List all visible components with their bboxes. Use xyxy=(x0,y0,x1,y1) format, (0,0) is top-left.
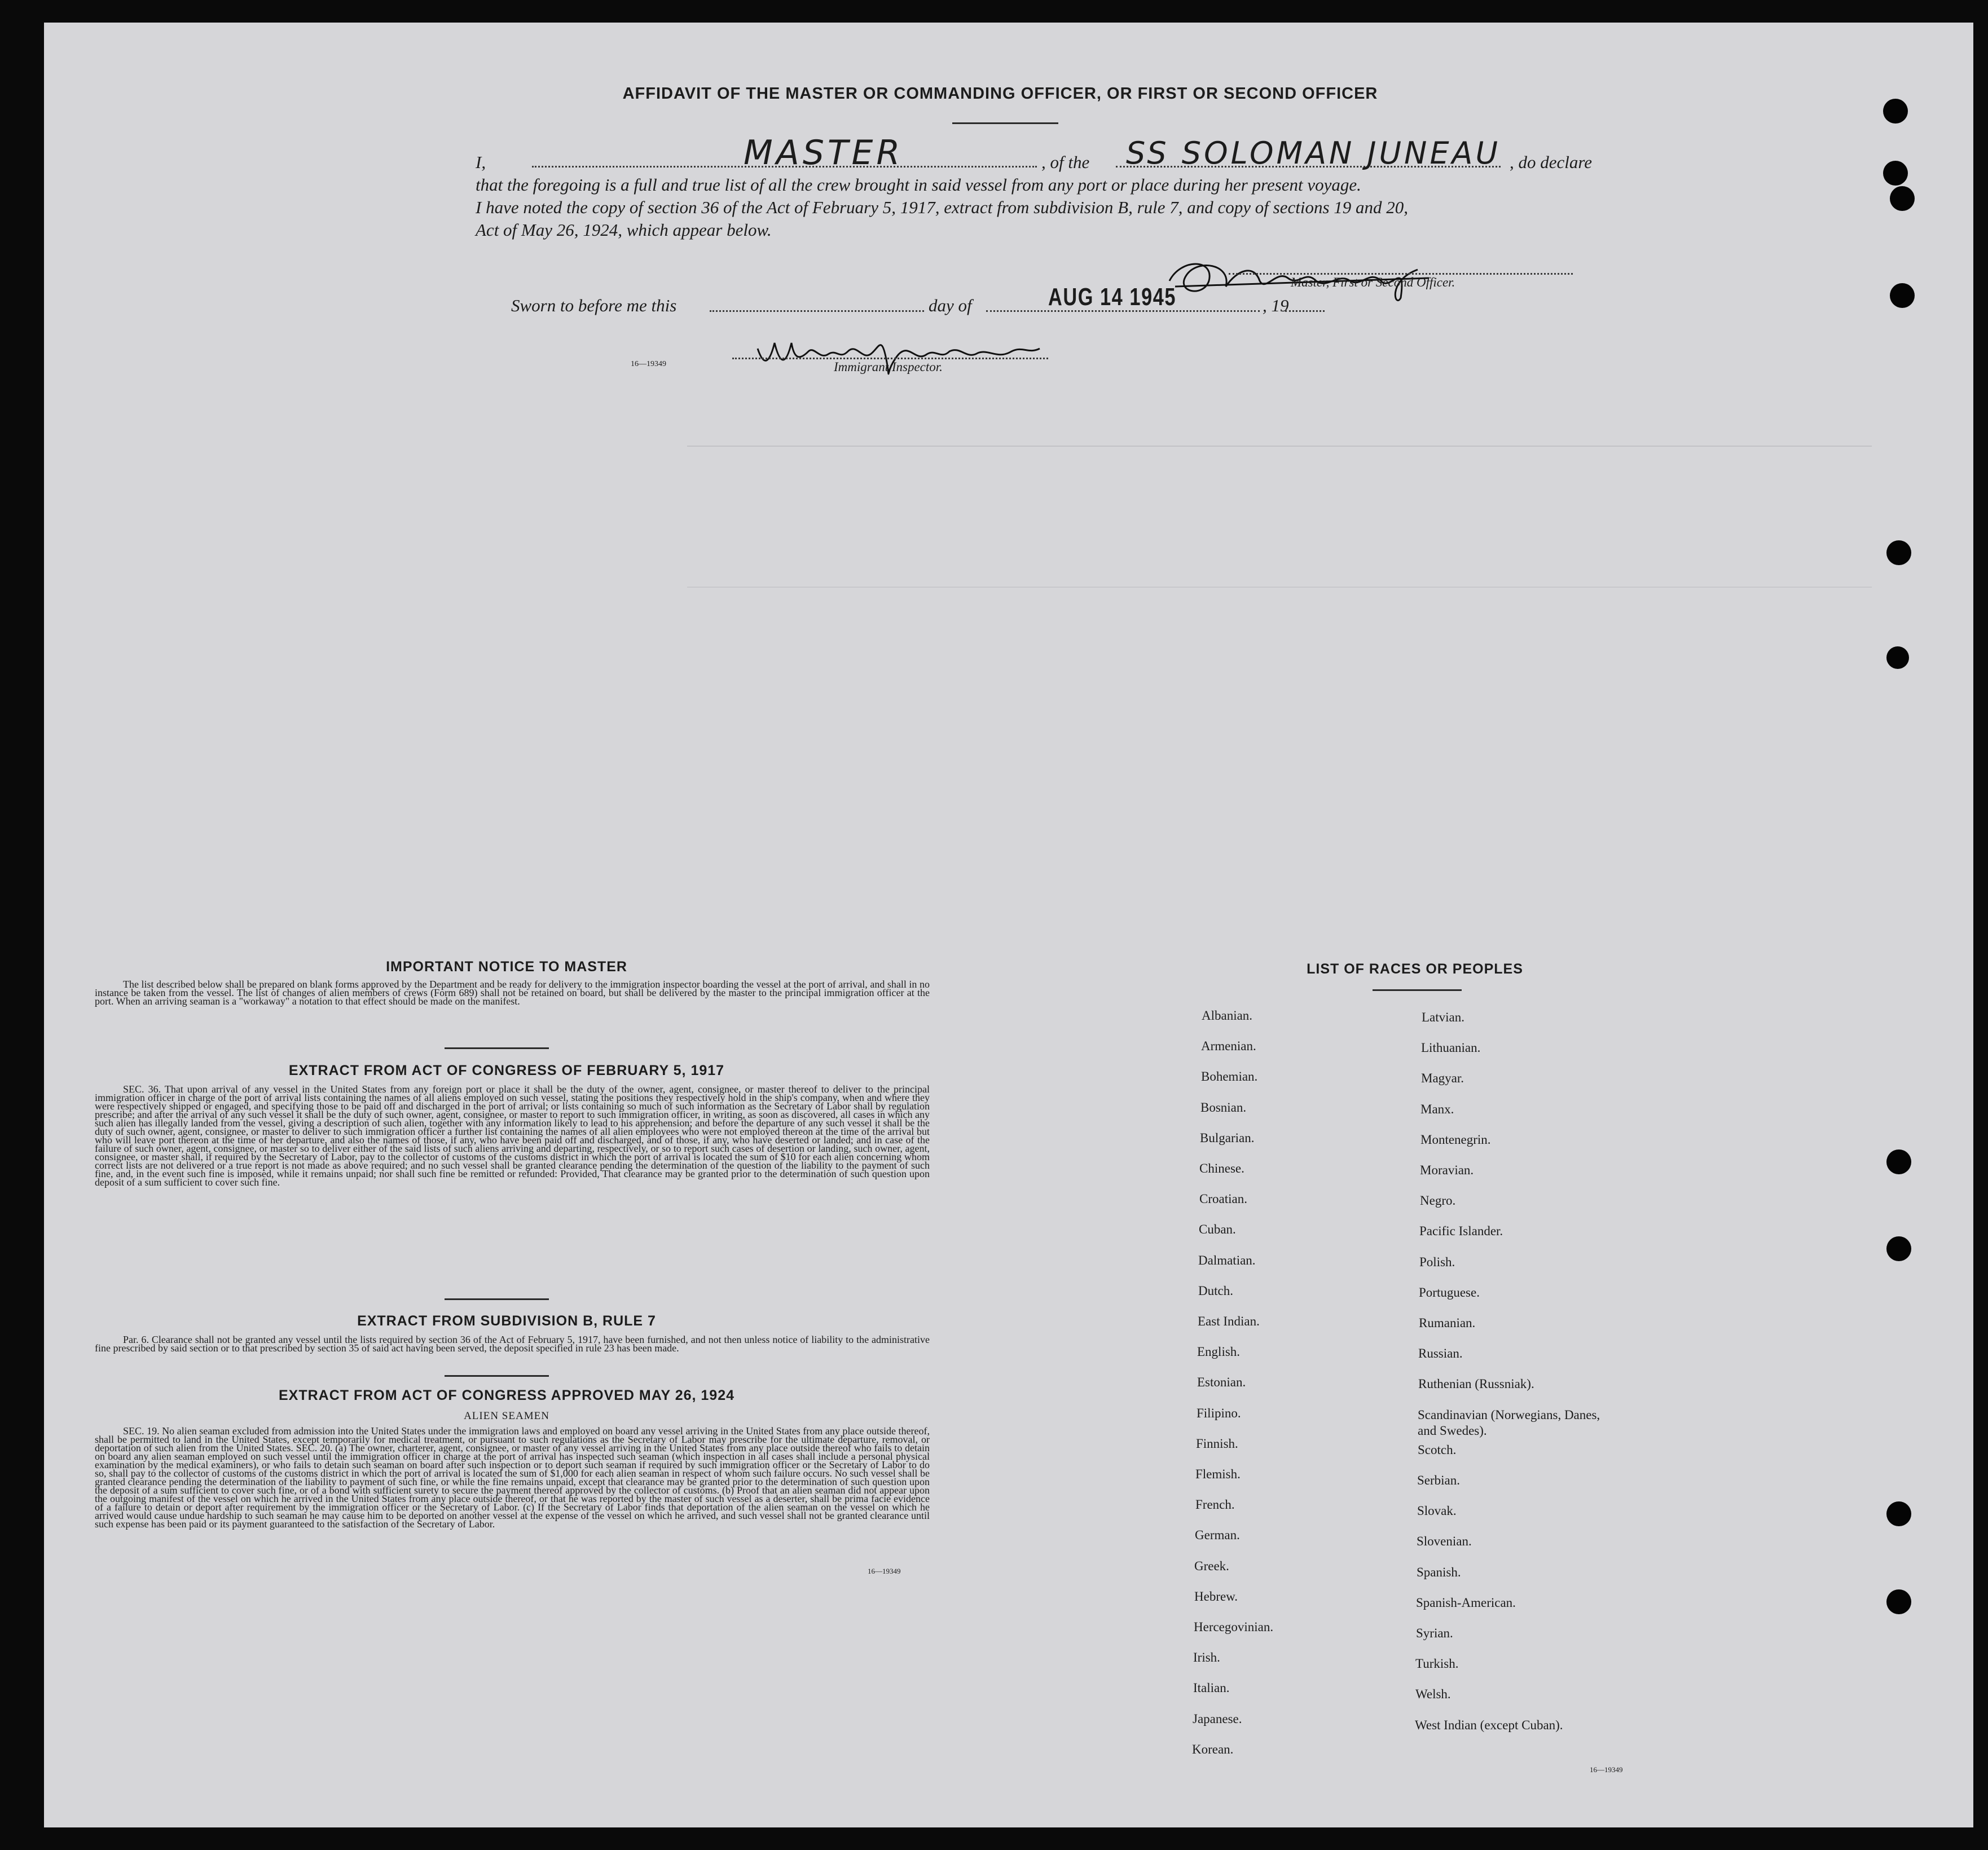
race-item: Croatian. xyxy=(1199,1192,1247,1206)
punch-hole xyxy=(1886,1149,1911,1174)
title-divider xyxy=(952,122,1058,124)
day-of-label: day of xyxy=(929,296,972,315)
race-item: Chinese. xyxy=(1199,1161,1244,1175)
race-item: West Indian (except Cuban). xyxy=(1415,1718,1563,1732)
race-item: Polish. xyxy=(1419,1255,1455,1269)
race-item: Portuguese. xyxy=(1419,1285,1480,1300)
race-item: Dalmatian. xyxy=(1198,1253,1256,1267)
section-divider xyxy=(445,1047,549,1049)
punch-hole xyxy=(1890,283,1915,308)
race-item: Negro. xyxy=(1420,1193,1456,1208)
punch-hole xyxy=(1886,1501,1911,1526)
vessel-handwritten: SS SOLOMAN JUNEAU xyxy=(1126,135,1501,171)
race-item: Finnish. xyxy=(1196,1437,1238,1451)
form-number-top: 16—19349 xyxy=(631,360,666,368)
punch-hole xyxy=(1886,646,1909,669)
punch-hole xyxy=(1883,161,1908,186)
notice-title: IMPORTANT NOTICE TO MASTER xyxy=(386,959,627,975)
declaration-line-4: Act of May 26, 1924, which appear below. xyxy=(476,220,772,240)
race-item: Scandinavian (Norwegians, Danes, and Swedes). xyxy=(1418,1408,1600,1438)
faint-rule xyxy=(687,587,1872,588)
inspector-line xyxy=(732,356,1048,359)
race-item: Ruthenian (Russniak). xyxy=(1418,1377,1534,1391)
punch-hole xyxy=(1886,1236,1911,1261)
race-item: Rumanian. xyxy=(1419,1316,1476,1330)
race-item: Flemish. xyxy=(1195,1467,1241,1481)
race-item: Slovenian. xyxy=(1417,1534,1472,1548)
punch-hole xyxy=(1890,186,1915,211)
race-item: Slovak. xyxy=(1417,1504,1457,1518)
race-item: Bohemian. xyxy=(1201,1069,1258,1083)
signature-line xyxy=(1229,272,1573,275)
notice-text: The list described below shall be prepared on blank forms approved by the Department and be ready for delivery to the immigration inspector boarding the vessel at the port of arrival, and shall in no instance be taken from the vessel. The list of changes of alien members of crews (Form 689) shall not be retained on board, but shall be delivered by the master to the principal immigration officer at the port. When an arriving seaman is a "workaway" a notation to that effect should be made on the manifest. xyxy=(95,979,930,1007)
race-item: Cuban. xyxy=(1199,1222,1236,1236)
punch-hole xyxy=(1886,1589,1911,1614)
race-item: Montenegrin. xyxy=(1420,1133,1491,1147)
race-item: Serbian. xyxy=(1417,1473,1461,1487)
race-item: Lithuanian. xyxy=(1421,1041,1481,1055)
master-handwritten: MASTER xyxy=(744,133,904,173)
punch-hole xyxy=(1883,99,1908,124)
sworn-blank-line xyxy=(710,309,924,312)
races-divider xyxy=(1373,989,1462,991)
declaration-prefix: I, xyxy=(476,152,486,172)
extract-1917-text: SEC. 36. That upon arrival of any vessel in the United States from any foreign port or place it shall be the duty of the owner, agent, consignee, or master thereof to deliver to the principal immigration officer in charge of the port of arrival lists containing the names of all aliens employed on such vessel, stating the positions they respectively hold in the ship's company, when and where they were respectively shipped or engaged, and specifying those to be paid off and discharged in the port of arrival; or lists containing so much of such information as the Secretary of Labor shall by regulation prescribe; and after the arrival of any such vessel it shall be the duty of such owner, agent, consignee, or master to report to such immigration officer, in writing, as soon as discovered, all cases in which any such alien has illegally landed from the vessel, giving a description of such alien, together with any information likely to lead to his apprehension; and before the departure of any such vessel it shall be the duty of such owner, agent, consignee, or master to deliver to such immigration officer a further list containing the names of all alien employees who were not employed thereon at the time of the arrival but who will leave port thereon at the time of her departure, and also the names of those, if any, who have been paid off and discharged, and of those, if any, who have deserted or landed; and in case of the failure of such owner, agent, consignee, or master so to deliver either of the said lists of such aliens arriving and departing, respectively, or so to report such cases of desertion or landing, such owner, agent, consignee, or master shall, if required by the Secretary of Labor, pay to the collector of customs of the customs district in which the port of arrival is located the sum of $10 for each alien concerning whom correct lists are not delivered or a true report is not made as above required; and no such vessel shall be granted clearance pending the determination of the question of the liability to the payment of such fine, and, in the event such fine is imposed, while it remains unpaid; nor shall such fine be remitted or refunded: Provided, That clearance may be granted prior to the determination of such question upon deposit of a sum sufficient to cover such fine. xyxy=(95,1083,930,1188)
form-number-left: 16—19349 xyxy=(868,1567,901,1575)
do-declare-label: , do declare xyxy=(1510,152,1593,172)
race-item: Moravian. xyxy=(1420,1163,1474,1177)
race-item: Syrian. xyxy=(1416,1626,1453,1640)
sworn-label: Sworn to before me this xyxy=(511,296,677,315)
race-item: Magyar. xyxy=(1421,1071,1464,1085)
race-item: Manx. xyxy=(1420,1102,1454,1116)
form-number-right: 16—19349 xyxy=(1590,1765,1623,1774)
section-divider xyxy=(445,1298,549,1300)
race-item: Armenian. xyxy=(1201,1039,1256,1053)
race-item: Bosnian. xyxy=(1200,1100,1247,1115)
race-item: Bulgarian. xyxy=(1200,1131,1255,1145)
declaration-line-3: I have noted the copy of section 36 of the Act of February 5, 1917, extract from subdivision B, rule 7, and copy of sections 19 and 20, xyxy=(476,197,1409,217)
race-item: Greek. xyxy=(1194,1559,1229,1573)
race-item: East Indian. xyxy=(1198,1314,1260,1328)
race-item: Spanish. xyxy=(1417,1565,1461,1579)
race-item: Dutch. xyxy=(1198,1284,1233,1298)
date-stamp: AUG 14 1945 xyxy=(1048,283,1177,311)
of-the-label: , of the xyxy=(1041,152,1090,172)
race-item: Italian. xyxy=(1193,1681,1230,1695)
declaration-line-2: that the foregoing is a full and true list of all the crew brought in said vessel from any port or place during her present voyage. xyxy=(476,175,1361,195)
race-item: Japanese. xyxy=(1193,1712,1242,1726)
race-item: Turkish. xyxy=(1415,1657,1459,1671)
extract-1917-title: EXTRACT FROM ACT OF CONGRESS OF FEBRUARY 5, 1917 xyxy=(288,1063,725,1078)
race-item: Latvian. xyxy=(1422,1010,1464,1024)
race-item: Estonian. xyxy=(1197,1375,1246,1389)
inspector-caption: Immigrant Inspector. xyxy=(834,360,943,374)
year-prefix: , 19 xyxy=(1263,296,1289,315)
extract-1924-text: SEC. 19. No alien seaman excluded from admission into the United States under the immigration laws and employed on board any vessel arriving in the United States from any place outside thereof, shall be permitted to land in the United States, except temporarily for medical treatment, or pursuant to such regulations as the Secretary of Labor may prescribe for the ultimate departure, removal, or deportation of such alien from the United States. SEC. 20. (a) The owner, charterer, agent, consignee, or master of any vessel arriving in the United States from any place outside thereof who fails to detain on board any alien seaman employed on such vessel until the immigration officer in charge at the port of arrival has inspected such seaman (which inspection in all cases shall include a personal physical examination by the medical examiners), or who fails to detain such seaman on board after such inspection or to deport such seaman if required by such immigration officer or the Secretary of Labor to do so, shall pay to the collector of customs of the customs district in which the port of arrival is located the sum of $1,000 for each alien seaman in respect of whom such failure occurs. No such vessel shall be granted clearance pending the determination of the liability to payment of such fine, or while the fine remains unpaid, except that clearance may be granted prior to the determination of such question upon the deposit of a sum sufficient to cover such fine, or of a bond with sufficient surety to secure the payment thereof approved by the collector of customs. (b) Proof that an alien seaman did not appear upon the outgoing manifest of the vessel on which he arrived in the United States from any place outside thereof, or that he was reported by the master of such vessel as a deserter, shall be prima facie evidence of a failure to detain or deport after requirement by the immigration officer or the Secretary of Labor. (c) If the Secretary of Labor finds that deportation of the alien seaman on the vessel on which he arrived would cause undue hardship to such seaman he may cause him to be deported on another vessel at the expense of the vessel on which he arrived, and such vessel shall not be granted clearance until such expense has been paid or its payment guaranteed to the satisfaction of the Secretary of Labor. xyxy=(95,1425,930,1530)
punch-hole xyxy=(1886,540,1911,565)
race-item: Hercegovinian. xyxy=(1194,1620,1274,1634)
year-line xyxy=(1285,309,1325,312)
faint-rule xyxy=(687,446,1872,447)
section-divider xyxy=(445,1375,549,1377)
race-item: Filipino. xyxy=(1197,1406,1241,1420)
race-item: Korean. xyxy=(1192,1742,1234,1756)
race-item: Irish. xyxy=(1193,1650,1220,1664)
race-item: Hebrew. xyxy=(1194,1589,1238,1604)
race-item: English. xyxy=(1197,1345,1241,1359)
race-item: Welsh. xyxy=(1415,1687,1451,1701)
alien-seamen-subtitle: ALIEN SEAMEN xyxy=(464,1410,549,1422)
race-item: Russian. xyxy=(1418,1346,1463,1360)
extract-1924-title: EXTRACT FROM ACT OF CONGRESS APPROVED MAY 26, 1924 xyxy=(278,1387,735,1403)
race-item: French. xyxy=(1195,1497,1235,1512)
manifest-page xyxy=(44,23,1973,1827)
extract-rule7-title: EXTRACT FROM SUBDIVISION B, RULE 7 xyxy=(357,1313,656,1329)
races-title: LIST OF RACES OR PEOPLES xyxy=(1307,961,1523,977)
race-item: Albanian. xyxy=(1202,1008,1253,1023)
race-item: German. xyxy=(1195,1528,1240,1542)
extract-rule7-text: Par. 6. Clearance shall not be granted any vessel until the lists required by section 36 of the Act of February 5, 1917, have been furnished, and not then unless notice of liability to the administrative fine prescribed by said section or to that prescribed by section 35 of said act having been served, the deposit specified in rule 23 has been made. xyxy=(95,1334,930,1354)
race-item: Scotch. xyxy=(1418,1443,1457,1457)
affidavit-title: AFFIDAVIT OF THE MASTER OR COMMANDING OFFICER, OR FIRST OR SECOND OFFICER xyxy=(622,85,1378,103)
officer-caption: Master, First or Second Officer. xyxy=(1291,275,1455,289)
race-item: Spanish-American. xyxy=(1416,1596,1516,1610)
race-item: Pacific Islander. xyxy=(1419,1224,1503,1238)
